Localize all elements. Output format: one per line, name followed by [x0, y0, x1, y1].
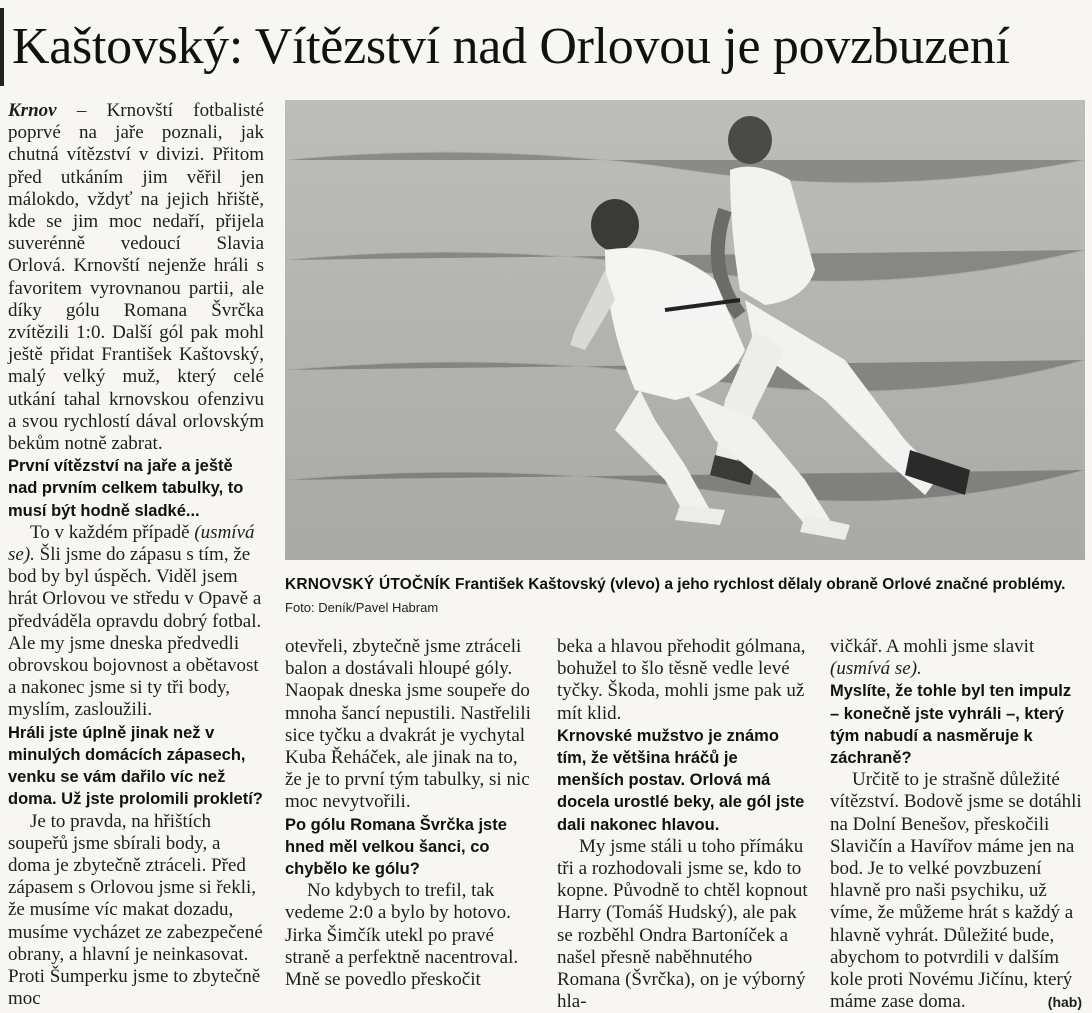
answer-1-end: Šli jsme do zápasu s tím, že bod by byl úspěch. Viděl jsem hrát Orlovou ve středu v Opavě a předváděla opravdu dobrý fotbal. Ale my jsme dneska předvedli obrovskou bojovnost a obětavost a nakonec jsme si ty tři body, myslím, zasloužili.	[8, 544, 262, 721]
caption-title: KRNOVSKÝ ÚTOČNÍK	[285, 576, 451, 593]
article-column-1	[8, 100, 264, 1010]
lead-text: – Krnovští fotbalisté poprvé na jaře poznali, jak chutná vítězství v divizi. Přitom před utkáním jim věřil jen málokdo, vždyť na jejich hřiště, kde se jim moc nedaří, přijela suverénně vedoucí Slavia Orlová. Krnovští nejenže hráli s favoritem vyrovnanou partii, ale díky gólu Romana Švrčka zvítězili 1:0. Další gól pak mohl ještě přidat František Kaštovský, malý velký muž, který celé utkání tahal krnovskou ofenzivu a svou rychlostí dával orlovským bekům notně zabrat.	[8, 100, 265, 455]
question-4: Krnovské mužstvo je známo tím, že většina hráčů je menších postav. Orlová má docela urostlé beky, ale gól jste dali nakonec hlavou.	[557, 726, 805, 834]
answer-1-start: To v každém případě	[30, 521, 195, 543]
answer-5-text: Určitě to je strašně důležité vítězství. Bodově jsme se dotáhli na Dolní Benešov, přeskočili Slavičín a Havířov máme jen na bod. Je to velké povzbuzení hlavně pro naši psychiku, už víme, že můžeme hrát s každý a hlavně vyhrát. Důležité bude, abychom to potvrdili v dalším kole proti Novému Jičínu, který máme zase doma.	[830, 769, 1082, 1013]
answer-1-italic: (usmívá se).	[8, 521, 255, 566]
answer-1	[8, 522, 264, 722]
answer-4-continued-italic: (usmívá se).	[830, 658, 922, 680]
photo-credit: Foto: Deník/Pavel Habram	[285, 600, 439, 615]
answer-2-continued: otevřeli, zbytečně jsme ztráceli balon a dostávali hloupé góly. Naopak dneska jsme soupeře do mnoha šancí nepustili. Nastřelili sice tyčku a dvakrát je vychytal Kuba Řeháček, ale jinak na to, že je to první tým tabulky, si nic moc nevytvořili.	[285, 636, 531, 813]
answer-3: No kdybych to trefil, tak vedeme 2:0 a bylo by hotovo. Jirka Šimčík utekl po pravé straně a perfektně nacentroval. Mně se povedlo přeskočit	[285, 880, 519, 991]
question-2: Hráli jste úplně jinak než v minulých domácích zápasech, venku se vám dařilo víc než doma. Už jste prolomili prokletí?	[8, 723, 263, 809]
article-column-2	[285, 636, 537, 991]
lead-paragraph	[8, 100, 264, 455]
photo-image	[285, 100, 1085, 560]
answer-3-continued: beka a hlavou přehodit gólmana, bohužel to šlo těsně vedle levé tyčky. Škoda, mohli jsme pak už mít klid.	[557, 636, 806, 724]
article-photo	[285, 100, 1085, 560]
caption-text: František Kaštovský (vlevo) a jeho rychlost dělaly obraně Orlové značné problémy.	[455, 576, 1066, 593]
answer-4-continued	[830, 636, 1082, 680]
answer-5	[830, 769, 1082, 1013]
photo-caption	[285, 576, 1090, 594]
article-column-3	[557, 636, 809, 1013]
dateline: Krnov	[8, 100, 57, 121]
question-1: První vítězství na jaře a ještě nad prvním celkem tabulky, to musí být hodně sladké...	[8, 457, 244, 520]
question-3: Po gólu Romana Švrčka jste hned měl velkou šanci, co chybělo ke gólu?	[285, 815, 507, 879]
answer-4-continued-start: vičkář. A mohli jsme slavit	[830, 636, 1035, 657]
article-headline: Kaštovský: Vítězství nad Orlovou je povzbuzení	[0, 8, 1092, 86]
author-signature: (hab)	[1047, 994, 1082, 1011]
question-5: Myslíte, že tohle byl ten impulz – konečně jste vyhráli –, který tým nabudí a nasměruje k záchraně?	[830, 682, 1072, 768]
article-column-4	[830, 636, 1082, 1013]
answer-2: Je to pravda, na hřištích soupeřů jsme sbírali body, a doma je zbytečně ztráceli. Před zápasem s Orlovou jsme si řekli, že musíme víc makat dozadu, musíme vycházet ze zabezpečené obrany, a hlavní je neinkasovat. Proti Šumperku jsme to zbytečně moc	[8, 810, 263, 1010]
answer-4: My jsme stáli u toho přímáku tři a rozhodovali jsme se, kdo to kopne. Původně to chtěl kopnout Harry (Tomáš Hudský), ale pak se rozběhl Ondra Bartoníček a našel přesně naběhnutého Romana (Švrčka), on je výborný hla-	[557, 835, 808, 1013]
